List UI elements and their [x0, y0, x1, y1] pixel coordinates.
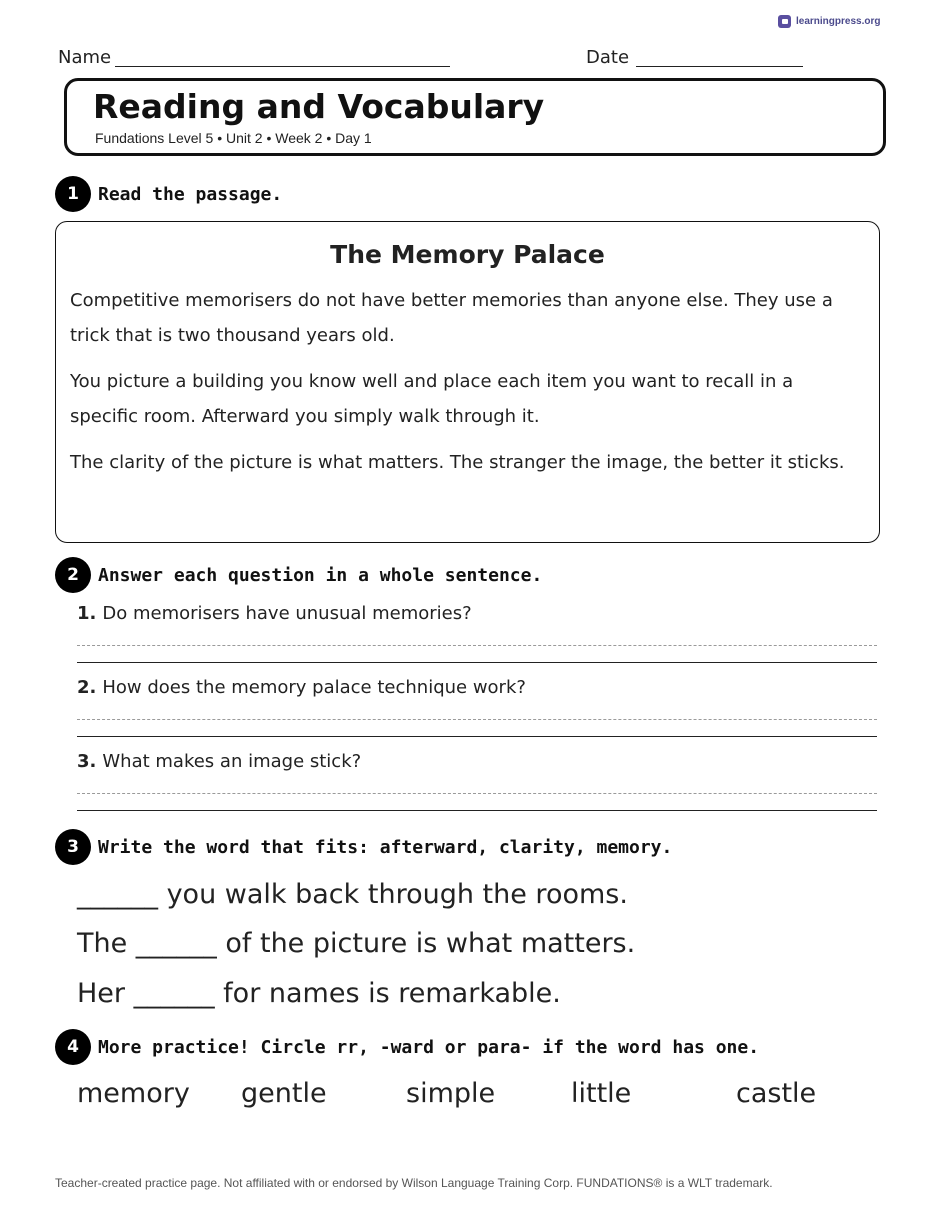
brand[interactable]: [778, 13, 880, 29]
section-3-heading: [55, 829, 672, 865]
page-subtitle: Fundations Level 5 • Unit 2 • Week 2 • Day 1: [95, 130, 372, 146]
date-label: Date: [586, 47, 630, 68]
section-instruction: More practice! Circle rr, -ward or para- if the word has one.: [98, 1036, 760, 1058]
question-text: Do memorisers have unusual memories?: [102, 603, 472, 624]
answer-line[interactable]: [77, 736, 877, 737]
fill-in-sentence[interactable]: The ______ of the picture is what matters.: [77, 928, 636, 959]
footer-disclaimer: Teacher-created practice page. Not affiliated with or endorsed by Wilson Language Training Corp. FUNDATIONS® is a WLT trademark.: [55, 1176, 773, 1190]
name-line: [115, 66, 450, 67]
question-3: [77, 751, 361, 772]
answer-guide-line: [77, 645, 877, 646]
answer-guide-line: [77, 793, 877, 794]
passage-paragraph: You picture a building you know well and place each item you want to recall in a specific room. Afterward you simply walk through it.: [70, 371, 794, 427]
question-text: What makes an image stick?: [102, 751, 362, 772]
name-label: Name: [58, 47, 112, 68]
practice-word[interactable]: memory: [77, 1078, 190, 1109]
brand-text: learningpress.org: [796, 15, 881, 27]
question-number: 1.: [77, 603, 97, 624]
title-box: [64, 78, 886, 156]
section-instruction: Answer each question in a whole sentence.: [98, 564, 543, 586]
passage-paragraph: Competitive memorisers do not have better memories than anyone else. They use a trick that is two thousand years old.: [70, 290, 833, 346]
answer-guide-line: [77, 719, 877, 720]
answer-line[interactable]: [77, 662, 877, 663]
question-2: [77, 677, 526, 698]
practice-word[interactable]: castle: [736, 1078, 817, 1109]
question-1: [77, 603, 472, 624]
passage-paragraph: The clarity of the picture is what matters. The stranger the image, the better it sticks.: [70, 452, 845, 473]
passage-title: The Memory Palace: [330, 240, 605, 269]
practice-word[interactable]: gentle: [241, 1078, 327, 1109]
question-number: 2.: [77, 677, 97, 698]
question-number: 3.: [77, 751, 97, 772]
question-text: How does the memory palace technique work?: [102, 677, 526, 698]
fill-in-sentence[interactable]: Her ______ for names is remarkable.: [77, 978, 561, 1009]
section-number-badge: 4: [55, 1029, 91, 1065]
section-instruction: Write the word that fits: afterward, clarity, memory.: [98, 836, 673, 858]
section-number-badge: 1: [55, 176, 91, 212]
practice-word[interactable]: simple: [406, 1078, 496, 1109]
section-number-badge: 2: [55, 557, 91, 593]
section-2-heading: [55, 557, 542, 593]
section-number-badge: 3: [55, 829, 91, 865]
answer-line[interactable]: [77, 810, 877, 811]
passage-box: [55, 221, 880, 543]
book-icon: [778, 15, 791, 28]
section-instruction: Read the passage.: [98, 183, 283, 205]
date-line: [636, 66, 803, 67]
section-1-heading: [55, 176, 282, 212]
practice-word[interactable]: little: [571, 1078, 632, 1109]
fill-in-sentence[interactable]: ______ you walk back through the rooms.: [77, 879, 628, 910]
page-title: Reading and Vocabulary: [93, 87, 545, 126]
section-4-heading: [55, 1029, 759, 1065]
